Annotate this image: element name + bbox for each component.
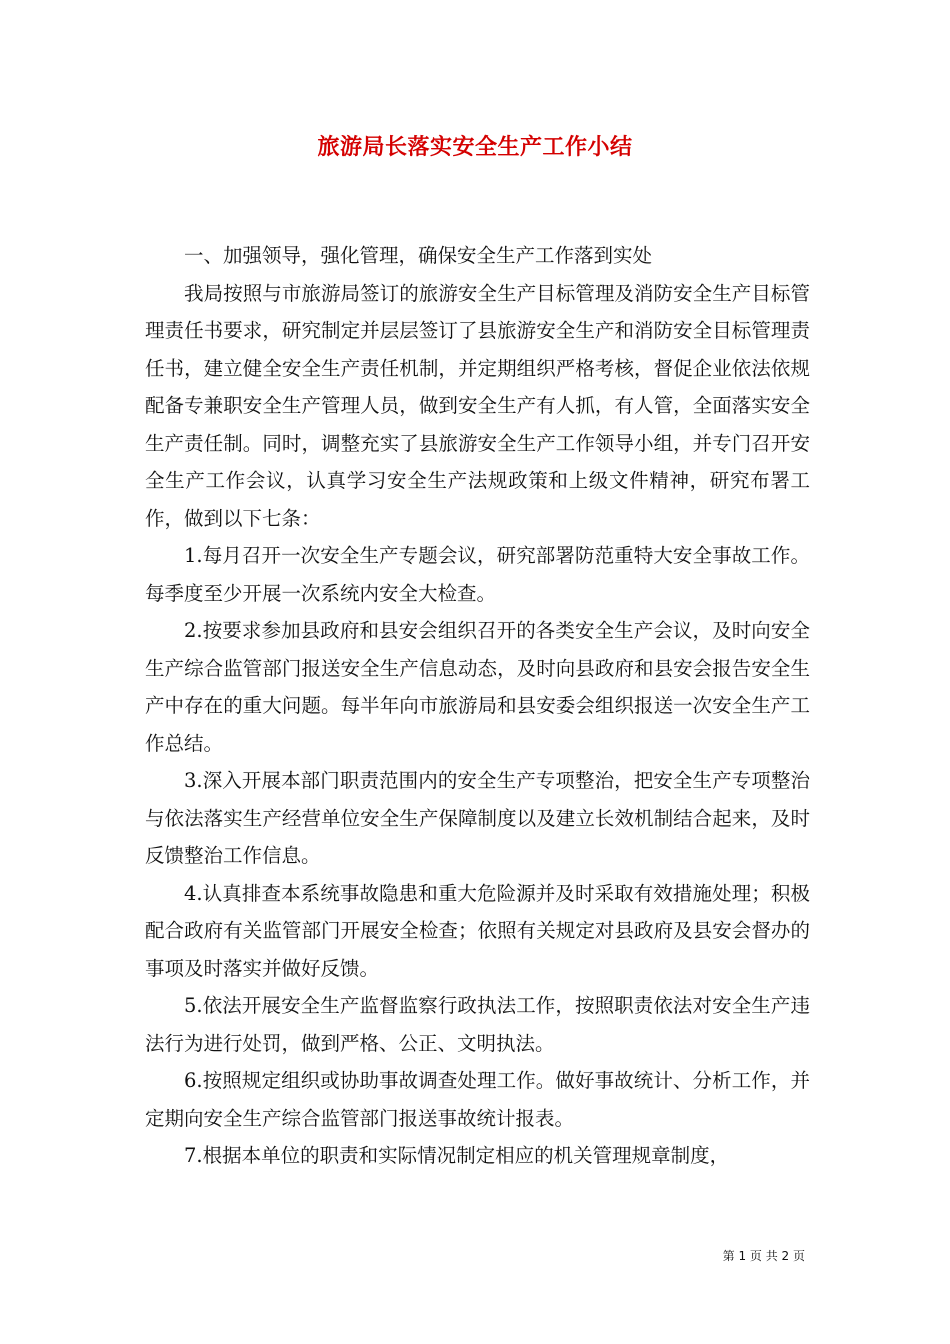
- paragraph-item-3: 3.深入开展本部门职责范围内的安全生产专项整治，把安全生产专项整治与依法落实生产经营单位安全生产保障制度以及建立长效机制结合起来，及时反馈整治工作信息。: [145, 769, 810, 867]
- page-number-footer: 第 1 页 共 2 页: [722, 1249, 805, 1263]
- document-body: [145, 237, 810, 1175]
- section-heading: 一、加强领导，强化管理，确保安全生产工作落到实处: [184, 244, 653, 267]
- paragraph-item-7: 7.根据本单位的职责和实际情况制定相应的机关管理规章制度，: [184, 1144, 730, 1167]
- paragraph-item-6: 6.按照规定组织或协助事故调查处理工作。做好事故统计、分析工作，并定期向安全生产综合监管部门报送事故统计报表。: [145, 1069, 810, 1130]
- paragraph-item-5: 5.依法开展安全生产监督监察行政执法工作，按照职责依法对安全生产违法行为进行处罚，做到严格、公正、文明执法。: [145, 994, 810, 1055]
- paragraph-item-2: 2.按要求参加县政府和县安会组织召开的各类安全生产会议，及时向安全生产综合监管部门报送安全生产信息动态，及时向县政府和县安会报告安全生产中存在的重大问题。每半年向市旅游局和县安委会组织报送一次安全生产工作总结。: [145, 619, 810, 755]
- document-title: 旅游局长落实安全生产工作小结: [317, 134, 633, 160]
- paragraph-intro: 我局按照与市旅游局签订的旅游安全生产目标管理及消防安全生产目标管理责任书要求，研究制定并层层签订了县旅游安全生产和消防安全目标管理责任书，建立健全安全生产责任机制，并定期组织严格考核，督促企业依法依规配备专兼职安全生产管理人员，做到安全生产有人抓，有人管，全面落实安全生产责任制。同时，调整充实了县旅游安全生产工作领导小组，并专门召开安全生产工作会议，认真学习安全生产法规政策和上级文件精神，研究布署工作，做到以下七条：: [145, 281, 810, 530]
- paragraph-item-4: 4.认真排查本系统事故隐患和重大危险源并及时采取有效措施处理；积极配合政府有关监管部门开展安全检查；依照有关规定对县政府及县安会督办的事项及时落实并做好反馈。: [145, 881, 810, 980]
- paragraph-item-1: 1.每月召开一次安全生产专题会议，研究部署防范重特大安全事故工作。每季度至少开展一次系统内安全大检查。: [145, 544, 810, 605]
